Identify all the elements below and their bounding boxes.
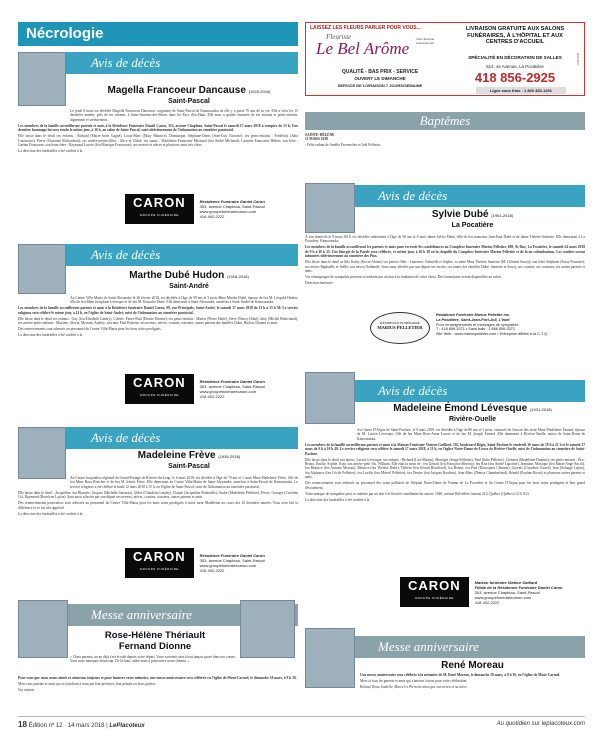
paragraph: Direction funéraire : (305, 281, 335, 286)
paragraph: La direction des funérailles a été confiée à la (18, 333, 83, 338)
caron-address: 353, avenue Chapleau, Saint-Pascal (199, 558, 265, 563)
ad-specialty: SPÉCIALITÉ EN DÉCORATION DE SALLES (468, 55, 562, 60)
messe-band-label: Messe anniversaire (378, 639, 479, 654)
caron-logo (125, 374, 194, 404)
deceased-name (80, 85, 298, 96)
caron-logo-sub: GROUPE FUNÉRAIRE (139, 393, 179, 397)
paragraph: Des remerciements sont adressés au personnel des soins palliatifs de l'hôpital Notre-Dame de Fatima de La Pocatière et du Centre D'Anjou pour les bons soins prodigués et leur grand dévouement. (305, 481, 585, 490)
caron-phone: 418 492-2222 (199, 568, 225, 573)
ad-tagline-3: SERVICE DE LIVRAISON 7 JOURS/SEMAINE (337, 83, 423, 88)
paragraph: La direction des funérailles a été confiée à la (18, 511, 83, 516)
signature: Roland, Rosa, Isabelle, Marcel et Pierrette ainsi que son neveu et sa nièce. (360, 685, 468, 689)
baptemes-band-label: Baptêmes (419, 113, 471, 128)
caron-logo-sub: GROUPE FUNÉRAIRE (139, 567, 179, 571)
messe-quote: « Chers parents, un an déjà s'est écoulé depuis votre départ. Votre souvenir sera à tout jamais gravé dans nos cœurs. Vous nous manquez beaucoup. De là-haut, aidez-nous à poursuivre notre chemin. » (70, 655, 236, 664)
caron-logo-text: CARON (133, 549, 186, 564)
avis-band-label: Avis de décès (91, 55, 161, 70)
fh-name: Résidence Funéraire Marius Pelletier inc. (436, 313, 511, 317)
fh-line: Pour renseignements et messages de sympathie : (436, 322, 521, 327)
caron-info (200, 553, 265, 573)
caron-logo (400, 577, 469, 607)
caron-logo-sub: GROUPE FUNÉRAIRE (139, 213, 179, 217)
caron-web[interactable]: www.groupefunerairecaron.com (199, 209, 257, 214)
ad-tagline-1: QUALITÉ - BAS PRIX - SERVICE (341, 69, 419, 75)
avis-band-label: Avis de décès (91, 247, 161, 262)
logo-text: MARIUS PELLETIER (377, 325, 423, 330)
portrait-photo (18, 427, 66, 479)
paragraph: À son domicile le 9 mars 2018, est décédée subitement à l'âge de 56 ans et 8 mois dame Sylvie Dubé, fille de feu monsieur Jean-Paul Dubé et de dame Thérèse Santerre. Elle demeurait à La Pocatière, Kamouraska. (305, 235, 585, 244)
ad-address: 614, 4e Avenue, La Pocatière (486, 64, 544, 69)
fh-locations: La Pocatière, Saint-Jean-Port-Joli, L'Islet (436, 317, 510, 322)
ad-code: RAF8417 (576, 53, 580, 66)
deceased-town: Saint-André (169, 283, 209, 290)
deceased-name (80, 270, 298, 281)
logo-top-text: RÉSIDENCE FUNÉRAIRE (380, 321, 420, 325)
portrait-photo (305, 372, 355, 424)
name-text: Fernand Dionne (118, 641, 192, 652)
obituary-text (18, 296, 298, 339)
ad-badge: Votre fleuriste professionnel (416, 37, 435, 45)
edition-info: Édition nº 12 · 14 mars 2018 | (28, 723, 110, 729)
caron-web[interactable]: www.groupefunerairecaron.com (474, 594, 532, 600)
caron-web[interactable]: www.groupefunerairecaron.com (199, 389, 257, 394)
obituary-text (305, 235, 585, 287)
paragraph-bold: Les membres de la famille accueilleront parents et amis à la Résidence Funéraire Daniel Caron, 353, avenue Chapleau, Saint-Pascal le samedi 17 mars 2018 à compter de 13 h. Une dernière hommage lui sera rendu le même jour, à 16 h, au salon de Saint-Pascal, suivi ultérieurement de l'inhumation au cimetière paroissial. (18, 123, 298, 133)
footer-right[interactable]: Au quotidien sur leplacoteux.com (496, 721, 585, 727)
couple-names (75, 630, 235, 652)
name-text: Rose-Hélène Thériault (104, 630, 206, 641)
paragraph: Des remerciements particuliers sont adressés au personnel du Centre Villa-Maria pour les bons soins prodigués à notre sœur Madeleine au cours des 10 dernières années. Vous avez fait la différence et ce fut très apprécié. (18, 501, 298, 510)
bapteme-place: SAINTE-HÉLÈNE (305, 133, 335, 137)
caron-phone: 418 492-2222 (474, 599, 500, 605)
paragraph: Vos témoignages de sympathie peuvent se traduire par un don à la fondation de votre choix. Des formulaires seront disponibles au salon. (305, 275, 502, 280)
paragraph: Au Centre Villa-Maria de Saint-Alexandre le 26 février 2018, est décédée à l'âge de 99 ans et 5 mois Mme Marthe Dubé, épouse de feu M. Léopold Hudon; fille de feu Mme Joséphine Lévesque et de feu M. Eustache Dubé. Elle demeurait à Saint-Alexandre, autrefois à Saint-André de Kamouraska. (70, 296, 298, 305)
paragraph: Elle laisse dans le deuil ses enfants : Richard (Marie-Josée Gagné), Louis-Marc (Mary Maurice), Dominique, Stéphane-Denis (Jean-Guy Turcotte); ses petits-enfants : Frédérick (Julia Lazzarotto), Pierre (Christine Richardson); ses arrière-petites-filles : Alice et Chloé; ses sœurs : Madeleine Francoeur Michaud (feu André Michaud), Laurette Francoeur Hébert; son frère : Gaétan Francoeur; son beau-frère : Raymond Lavoie (feu Monique Francoeur); ses neveux et nièces et plusieurs amis très chers. (18, 134, 298, 148)
messe-text (18, 676, 298, 694)
paragraph: Merci à tous les parents et amis qui s'uniront à nous pour cette célébration. (360, 679, 468, 683)
paragraph: Toute marque de sympathie peut se traduire par un don à la Société canadienne du cancer, 1040, avenue Belvédère, bureau 214, Québec (Québec) G1S 3G3. (305, 491, 530, 496)
marius-pelletier-logo (370, 312, 430, 344)
caron-logo (125, 194, 194, 224)
caron-logo-text: CARON (133, 195, 186, 210)
funeral-home-caron[interactable] (125, 374, 265, 404)
portrait-photo (305, 628, 355, 688)
section-header (18, 22, 298, 46)
deceased-town: Saint-Pascal (168, 98, 210, 105)
deceased-town: Rivière-Ouelle (448, 416, 497, 423)
paragraph: Le jeudi 8 mars est décédée Magella Francoeur Dancause, originaire de Saint-Pascal de Kamouraska où elle y a passé 76 ans de sa vie. Elle a vécu les 15 dernières années, près de ses enfants, à Saint-Sauveur-des-Monts dans les Pays d'en Haut. Elle nous a quittés entourée de ses enfants et petits-enfants, dignement et sereinement. (70, 109, 298, 122)
baptemes-text (305, 133, 585, 149)
caron-name: Résidence Funéraire Daniel Caron (199, 553, 265, 558)
funeral-home-caron[interactable] (125, 194, 265, 224)
caron-name: Résidence Funéraire Daniel Caron (199, 379, 265, 384)
deceased-town: La Pocatière (451, 222, 494, 229)
ad-phone[interactable]: 418 856-2925 (474, 70, 556, 85)
caron-info (200, 199, 265, 219)
paragraph: Des remerciements sont adressés au personnel du Centre Villa-Maria pour les bons soins prodigués. (18, 327, 162, 332)
caron-info (475, 580, 563, 605)
paragraph: Elle laisse dans le deuil ses enfants : Guy (feu Élisabeth Landry), Colette, Pierre-Paul (Denise Dionne); ses petits-enfants : Marise (Pierre Dubé), Steve (Nancy Dubé), Julie (Michel Robichaud); ses arrière-petits-enfants : Maxime, Alexia, Myriam, Audrey; son ami, Paul Brisette; ses neveux, nièces, cousins, cousines, autres parents des familles Dubé, Hudon, Durand et amis. (18, 316, 298, 326)
caron-logo-text: CARON (408, 578, 461, 593)
ad-brand: Le Bel Arôme (316, 39, 410, 58)
avis-band-label: Avis de décès (91, 430, 161, 445)
caron-name: Résidence Funéraire Daniel Caron (199, 199, 265, 204)
caron-logo-sub: GROUPE FUNÉRAIRE (414, 596, 454, 600)
ad-top-line: LAISSEZ LES FLEURS PARLER POUR VOUS... (310, 25, 421, 31)
caron-logo-text: CARON (133, 375, 186, 390)
signature: Vos enfants (18, 688, 35, 692)
messe-text (360, 673, 585, 691)
florist-ad[interactable] (305, 22, 585, 96)
avis-band-label: Avis de décès (378, 188, 448, 203)
obituary-text (18, 109, 298, 155)
section-title: Nécrologie (26, 25, 104, 42)
ad-tollfree: Ligne sans frais : 1 800 463-1291 (476, 87, 566, 94)
bapteme-entry: - Félix enfant de Amélie Provencher et Joël Pelletier. (305, 143, 381, 148)
name-text: Marthe Dubé Hudon (129, 270, 225, 281)
years-text: (1931-2018) (529, 407, 552, 412)
paragraph-bold: Les membres de la famille accueilleront parents et amis à la Maison Funéraire Viateur Gaillard, 192, boulevard Bégin, Saint-Pacôme le vendredi 16 mars de 19 h à 21 h et le samedi 17 mars de 9 h à 10 h 40. Le service religieux sera célébré le samedi 17 mars 2018, à 11 h, en l'église Notre-Dame-de-Liesse de Rivière-Ouelle, suivi de l'inhumation au cimetière de Saint-Pacôme. (305, 442, 585, 456)
avis-band-label: Avis de décès (378, 383, 448, 398)
fh-web: Site Web : www.mariuspelletier.com • Entreprise affiliée à la C.T.Q. (436, 332, 548, 337)
name-text: Madeleine Émond Lévesque (393, 403, 528, 414)
deceased-name (80, 450, 298, 461)
brand-name: LePlacoteux (109, 723, 145, 729)
bapteme-date: 11 MARS 2018 (305, 137, 328, 142)
name-text: Magella Francoeur Dancause (107, 85, 246, 96)
ad-right-text: LIVRAISON GRATUITE AUX SALONS FUNÉRAIRES, À L'HÔPITAL ET AUX CENTRES D'ACCUEIL (465, 26, 565, 46)
deceased-name (360, 209, 585, 220)
paragraph-bold: Les membres de la famille accueilleront parents et amis à la Résidence funéraire Daniel Caron, 99, rue Principale, Saint-André, le samedi 17 mars 2018 de 13 h à 13 h 50. Le service religieux sera célébré le même jour, à 14 h, en l'église de Saint-André, suivi de l'inhumation au cimetière paroissial. (18, 306, 298, 315)
caron-logo (125, 548, 194, 578)
marius-pelletier-info[interactable] (436, 313, 586, 337)
years-text: (1925-2018) (248, 89, 271, 94)
caron-info (200, 379, 265, 399)
funeral-home-caron[interactable] (125, 548, 265, 578)
page-number: 18 (18, 720, 27, 729)
paragraph: Au Centre D'Anjou de Saint-Pacôme, le 9 mars 2018, est décédée à l'âge de 86 ans et 5 mois, entourée de l'amour des siens Mme Madeleine Émond, épouse de M. Lucien Lévesque, fille de feu Mme Rose-Anna Lavoie et de feu M. Joseph Émond. Elle demeurait à Rivière-Ouelle, native de Saint-Denis de Kamouraska. (357, 428, 585, 441)
gaillard-name: Maison funéraire Viateur Gaillard (474, 579, 538, 585)
baptemes-band (305, 112, 585, 130)
years-text: (1918-2018) (226, 274, 249, 279)
ad-fleuriste: Fleuriste (326, 33, 352, 41)
paragraph: Elle laisse dans le deuil son époux, Lucien Lévesque; ses enfants : Richard (Lise Martin), Monique (Serge Pelletier), Paul (Julie Pelletier), Clément (Madeleine Dumais); ses petits-enfants : Éric, Bruno, Émilie, Sophie, Kim; son arrière-petit-fils, William. Elle était la sœur de : feu Gérard (feu Françoise Moreau), feu Rita (feu André Lapointe), Jeannine, Monique (feu Marie-Ange Anctil), feu Béatrice (feu Antoine Moreau), Maurice (feu Thérèse Dubé), Thérèse (feu Gérard Bouchard), feu Robert, feu Paul (Dorocques Clément), Gervais (Claudette Girard), Jean (Solange Lajoie), feu Alphonse (feu Cécile Pelletier), feu Lucille (feu Marcel Pelletier); feu Denise (feu Jacques Rouleau), Jean-Marc (Denise Chamberland), Rénald (Pauline Bossé) et plusieurs autres parents et amis. (305, 457, 585, 480)
deceased-name: René Moreau (441, 660, 504, 671)
ad-tagline-2: OUVERT LE DIMANCHE (354, 76, 406, 81)
messe-band-label: Messe anniversaire (91, 607, 192, 622)
deceased-town: Saint-Pascal (168, 463, 210, 470)
name-text: Sylvie Dubé (431, 209, 489, 220)
obituary-text (18, 476, 298, 518)
paragraph: Elle laisse dans le deuil : Jacqueline, feu Blanche, Jacques (Michelle Sarrasin), Gilles (Claudette Landry), Claude (Jacqueline Robitaille), André (Madeleine Pelletier), Pierre, Georges (Caroline Gr), Raymond (Roselyne Lajoie). Sont aussi affectés par son départ ses neveux, nièces, cousins, cousines, autres parents et amis. (18, 490, 298, 500)
caron-address: 353, avenue Chapleau, Saint-Pascal (199, 204, 265, 209)
portrait-photo (18, 244, 66, 294)
caron-address: 353, avenue Chapleau, Saint-Pascal (199, 384, 265, 389)
paragraph-bold: Pour vous que nous avons aimés et aimerons toujours et pour honorer votre mémoire, une messe anniversaire sera célébrée en l'église de Mont-Carmel, le dimanche 18 mars, à 9 h 30. (18, 676, 297, 680)
paragraph: Au Centre hospitalier régional du Grand-Portage de Rivière-du-Loup, le 6 mars 2018, est décédée à l'âge de 79 ans et 1 mois Mme Madeleine Frève, fille de feu Mme Rosa Boucher et de feu M. Irénée Frève. Elle demeurait au Centre Villa-Maria de Saint-Alexandre, autrefois à Saint-Pascal de Kamouraska. Le service religieux a été célébré le lundi 12 mars 2018 à 15 h, en l'église de Saint-Pascal, suivi de l'inhumation au cimetière paroissial. (70, 476, 298, 489)
portrait-photo-fernand (240, 600, 295, 658)
paragraph: Merci aux parents et amis qui se joindront à nous par leur présence, leur pensée ou leurs prières. (18, 682, 157, 686)
caron-web[interactable]: www.groupefunerairecaron.com (199, 563, 257, 568)
portrait-photo (18, 52, 66, 106)
deceased-name (360, 403, 585, 414)
fh-phone: T : 418 856-3371 • Sans frais : 1 866 856-3371 (436, 327, 515, 332)
funeral-home-caron-gaillard[interactable] (400, 577, 562, 607)
filiale-line: Filiale de la Résidence Funéraire Daniel Caron (474, 584, 563, 590)
caron-phone: 418 492-2222 (199, 394, 225, 399)
paragraph-bold: Les membres de la famille accueilleront les parents et amis pour recevoir les condoléances au Complexe funéraire Marius Pelletier, 609, 9e Rue, La Pocatière, le samedi 24 mars 2018 de 9 h à 10 h 25. Une liturgie de la Parole sera célébrée, ce même jour, à 10 h 30 en la chapelle du Complexe funéraire Marius Pelletier et de là au columbarium. Les cendres seront inhumées ultérieurement au cimetière des Pins. (305, 245, 585, 259)
years-text: (1939-2018) (218, 454, 241, 459)
years-text: (1961-2018) (491, 213, 514, 218)
paragraph: Elle laisse dans le deuil sa fille Kathy (Kevin Ahinn); ses petites-filles : Laurence, Gabrielle et Sophie, sa mère Mme Thérèse Santerre (M. Clément Soucy); son frère Stéphane (Katty Fournier); ses nièces Raphaëlle et Joëlle; son neveu Nathaniël. Sont aussi affectés par son départ ses oncles, ses tantes des familles Dubé, Santerre et Soucy, ses cousins, ses cousines, ses autres parents et amis. (305, 260, 585, 274)
paragraph-bold: Une messe anniversaire sera célébrée à la mémoire de M. René Moreau, le dimanche 18 mars, à 9 h 30, en l'église de Mont-Carmel. (360, 673, 561, 677)
footer-divider (18, 716, 585, 717)
name-text: Madeleine Frève (137, 450, 216, 461)
paragraph: La direction des funérailles a été confiée à la (18, 149, 83, 154)
paragraph: La direction des funérailles a été confiée à la (305, 497, 370, 502)
caron-address: 353, avenue Chapleau, Saint-Pascal (474, 589, 540, 595)
portrait-photo (305, 183, 355, 233)
obituary-text (305, 428, 585, 504)
caron-phone: 418 492-2222 (199, 214, 225, 219)
footer-left (18, 720, 145, 729)
portrait-photo-rose-helene (18, 600, 68, 658)
